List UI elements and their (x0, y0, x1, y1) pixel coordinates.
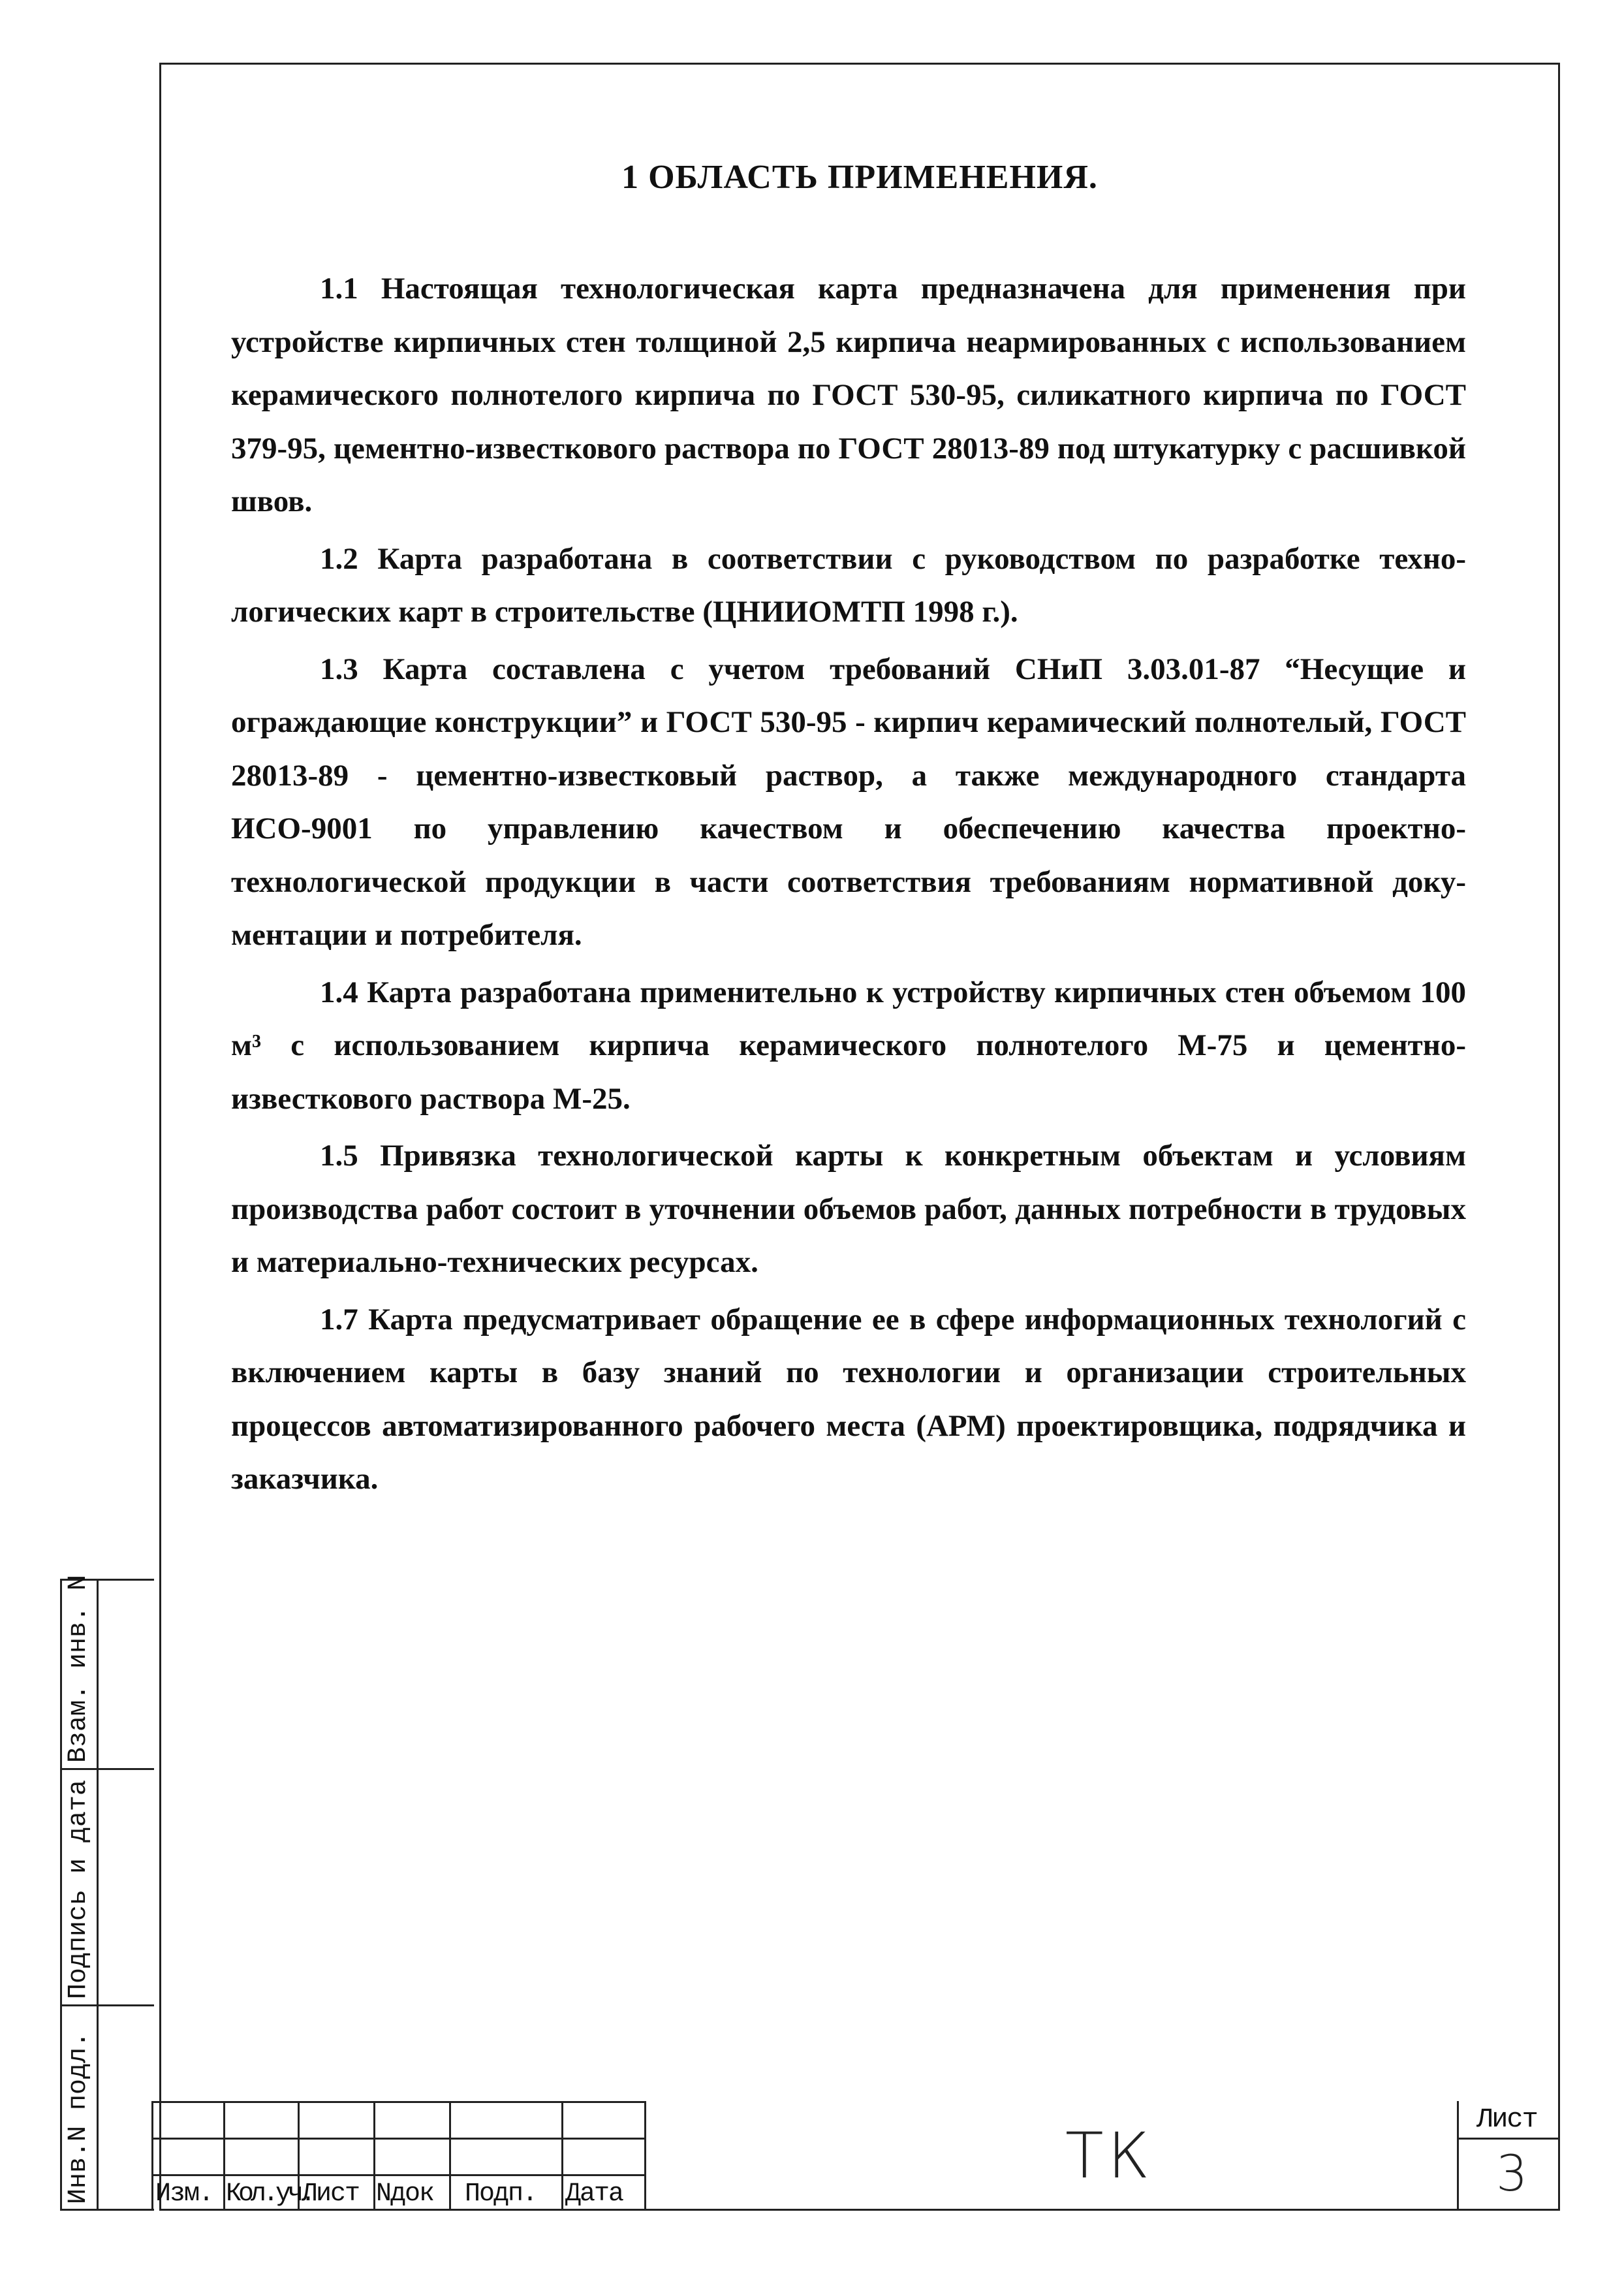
side-stamp-bottom-line (60, 2209, 154, 2211)
paragraph-1-5: 1.5 Привязка технологической карты к конкретным объектам и условиям производства работ состоит в уточнении объемов работ, данных потребности в трудовых и материально-технических ресурсах. (231, 1139, 1466, 1279)
inv-no-original-label: Инв.N подл. (64, 2031, 93, 2204)
side-stamp (60, 1574, 154, 2211)
section-title: 1 ОБЛАСТЬ ПРИМЕНЕНИЯ. (621, 159, 1098, 196)
title-block-line (373, 2101, 375, 2211)
side-stamp-row-line (60, 2004, 154, 2006)
paragraph-1-1: 1.1 Настоящая технологическая карта предназначена для применения при устройстве кирпичных стен толщиной 2,5 кирпича неармированных с использованием керамического полнотелого кирпича по ГОСТ 530-95, силикатного кирпича по ГОСТ 379-95, цементно-известкового раствора по ГОСТ 28013-89 под штукатурку с расшивкой швов. (231, 272, 1466, 518)
col-izm: Изм. (155, 2179, 213, 2209)
title-block-line (151, 2101, 646, 2103)
paragraph-1-2: 1.2 Карта разработана в соответствии с руководством по разработке технологических карт в строительстве (ЦНИИОМТП 1998 г.). (231, 541, 1466, 629)
body-text (231, 262, 1466, 1506)
col-data: Дата (565, 2179, 623, 2209)
paragraph-1-4: 1.4 Карта разработана применительно к устройству кирпичных стен объемом 100 м³ с использованием кирпича керамического полнотелого М-75 и цементно-известкового раствора М-25. (231, 975, 1466, 1116)
side-stamp-row-line (60, 1768, 154, 1770)
title-block-line (449, 2101, 451, 2211)
title-block-line (223, 2101, 225, 2211)
paragraph-1-3: 1.3 Карта составлена с учетом требований СНиП 3.03.01-87 “Несущие и ограждающие конструкции” и ГОСТ 530-95 - кирпич керамический полнотелый, ГОСТ 28013-89 - цементно-известковый раствор, а также международного стандарта ИСО-9001 по управлению качеством и обеспечению качества проектно-технологической продукции в части соответствия требованиям нормативной документации и потребителя. (231, 652, 1466, 952)
document-code: ТК (1065, 2119, 1154, 2192)
col-list: Лист (302, 2179, 360, 2209)
col-kol-uch: Кол.уч. (226, 2179, 313, 2209)
title-block-line (151, 2138, 646, 2140)
signature-date-label: Подпись и дата (64, 1779, 93, 1999)
side-stamp-border-left (60, 1579, 62, 2211)
replace-inv-no-label: Взам. инв. N (64, 1574, 93, 1763)
title-block-line (561, 2101, 563, 2211)
paragraph-1-7: 1.7 Карта предусматривает обращение ее в сфере информационных технологий с включением карты в базу знаний по технологии и организации строительных процессов автоматизированного рабочего места (АРМ) проектировщика, подрядчика и заказчика. (231, 1302, 1466, 1496)
side-stamp-divider (97, 1579, 99, 2211)
title-block (151, 2101, 1560, 2211)
sheet-label: Лист (1476, 2104, 1537, 2135)
col-ndok: Nдок (376, 2179, 434, 2209)
title-block-line (644, 2101, 646, 2211)
title-block-line (1457, 2101, 1459, 2211)
sheet-number: 3 (1496, 2144, 1528, 2202)
title-block-line (1457, 2138, 1560, 2140)
col-podp: Подп. (465, 2179, 537, 2209)
title-block-line (151, 2174, 646, 2176)
title-block-line (151, 2101, 153, 2211)
